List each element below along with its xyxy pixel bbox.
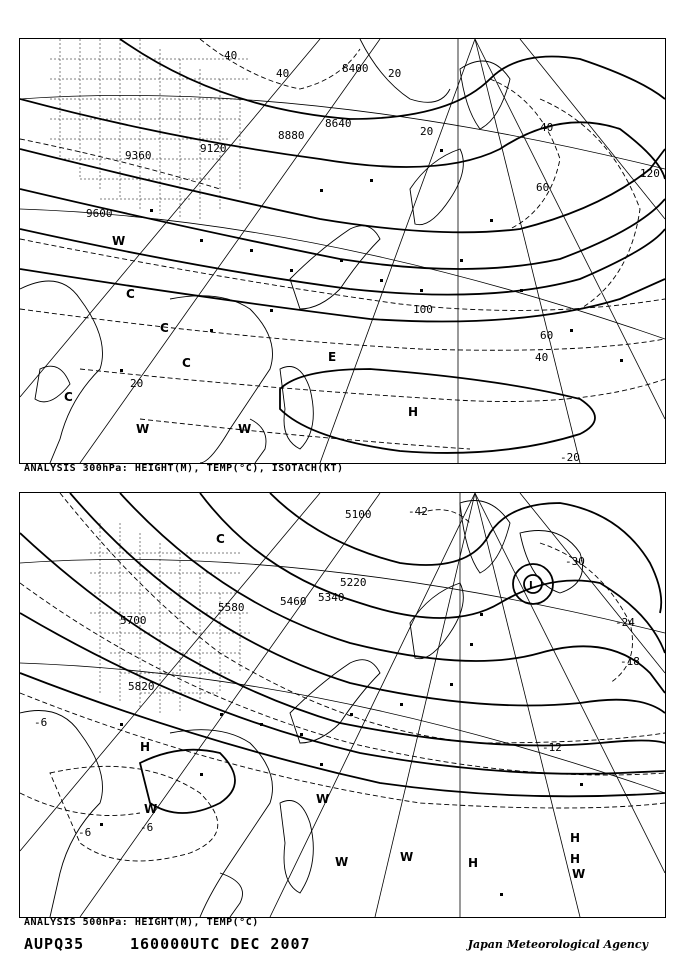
temp-label: -12: [542, 741, 562, 754]
high-pressure-marker: H: [140, 740, 151, 754]
panel-caption: ANALYSIS 500hPa: HEIGHT(M), TEMP(°C): [24, 917, 259, 928]
isotherms: [20, 493, 665, 861]
isotach-label: 60: [540, 329, 554, 342]
warm-center-marker: W: [136, 422, 150, 436]
temp-label: -6: [78, 826, 92, 839]
map-500hpa-graphic: [20, 493, 665, 917]
height-label: 5700: [120, 614, 147, 627]
cold-center-marker: C: [64, 390, 73, 404]
height-contours: [20, 493, 665, 813]
cold-center-marker: C: [182, 356, 191, 370]
height-label: 5220: [340, 576, 367, 589]
isotach-label: 100: [413, 303, 433, 316]
hatched-region: [90, 523, 250, 713]
agency-name: Japan Meteorological Agency: [467, 938, 648, 951]
height-label: 9120: [200, 142, 227, 155]
warm-center-marker: W: [335, 855, 349, 869]
map-500hpa: [19, 492, 666, 918]
station-plots: [100, 613, 586, 896]
temp-label: -6: [34, 716, 48, 729]
coastlines: [20, 39, 510, 463]
temp-label: -30: [565, 555, 585, 568]
cold-center-marker: C: [216, 532, 225, 546]
height-label: 8640: [325, 117, 352, 130]
isotach-label: 40: [276, 67, 290, 80]
chart-code: AUPQ35: [24, 935, 85, 953]
warm-center-marker: W: [572, 867, 586, 881]
height-label: 5340: [318, 591, 345, 604]
temp-label: -6: [140, 821, 154, 834]
valid-time: 160000UTC DEC 2007: [130, 935, 311, 953]
isotach-label: 40: [540, 121, 554, 134]
high-pressure-marker: H: [468, 856, 479, 870]
height-label: 8880: [278, 129, 305, 142]
isotach-label: 20: [130, 377, 144, 390]
coastlines: [20, 501, 586, 918]
low-pressure-marker: L: [529, 580, 536, 591]
isotach-label: 60: [536, 181, 550, 194]
temp-label: -42: [408, 505, 428, 518]
high-pressure-marker: H: [408, 405, 419, 419]
height-label: 9600: [86, 207, 113, 220]
map-300hpa-graphic: [20, 39, 665, 463]
warm-center-marker: W: [400, 850, 414, 864]
high-pressure-marker: H: [570, 852, 581, 866]
height-label: 8400: [342, 62, 369, 75]
isotach-label: 40: [535, 351, 549, 364]
height-label: 9360: [125, 149, 152, 162]
isotach-label: 20: [388, 67, 402, 80]
warm-center-marker: W: [238, 422, 252, 436]
isotach-label: 120: [640, 167, 660, 180]
temp-label: -18: [620, 655, 640, 668]
map-300hpa: [19, 38, 666, 464]
height-label: 5820: [128, 680, 155, 693]
cold-center-marker: C: [160, 321, 169, 335]
temp-label: -24: [615, 616, 635, 629]
isotach-label: 20: [420, 125, 434, 138]
high-pressure-marker: H: [570, 831, 581, 845]
isotach-label: 40: [224, 49, 238, 62]
height-label: 5100: [345, 508, 372, 521]
panel-caption: ANALYSIS 300hPa: HEIGHT(M), TEMP(°C), ISOTACH(KT): [24, 463, 344, 474]
cold-center-marker: E: [328, 350, 337, 364]
isotach-label: -20: [560, 451, 580, 463]
warm-center-marker: W: [112, 234, 126, 248]
warm-center-marker: W: [144, 802, 158, 816]
height-label: 5580: [218, 601, 245, 614]
height-label: 5460: [280, 595, 307, 608]
graticule: [20, 39, 665, 463]
warm-center-marker: W: [316, 792, 330, 806]
cold-center-marker: C: [126, 287, 135, 301]
